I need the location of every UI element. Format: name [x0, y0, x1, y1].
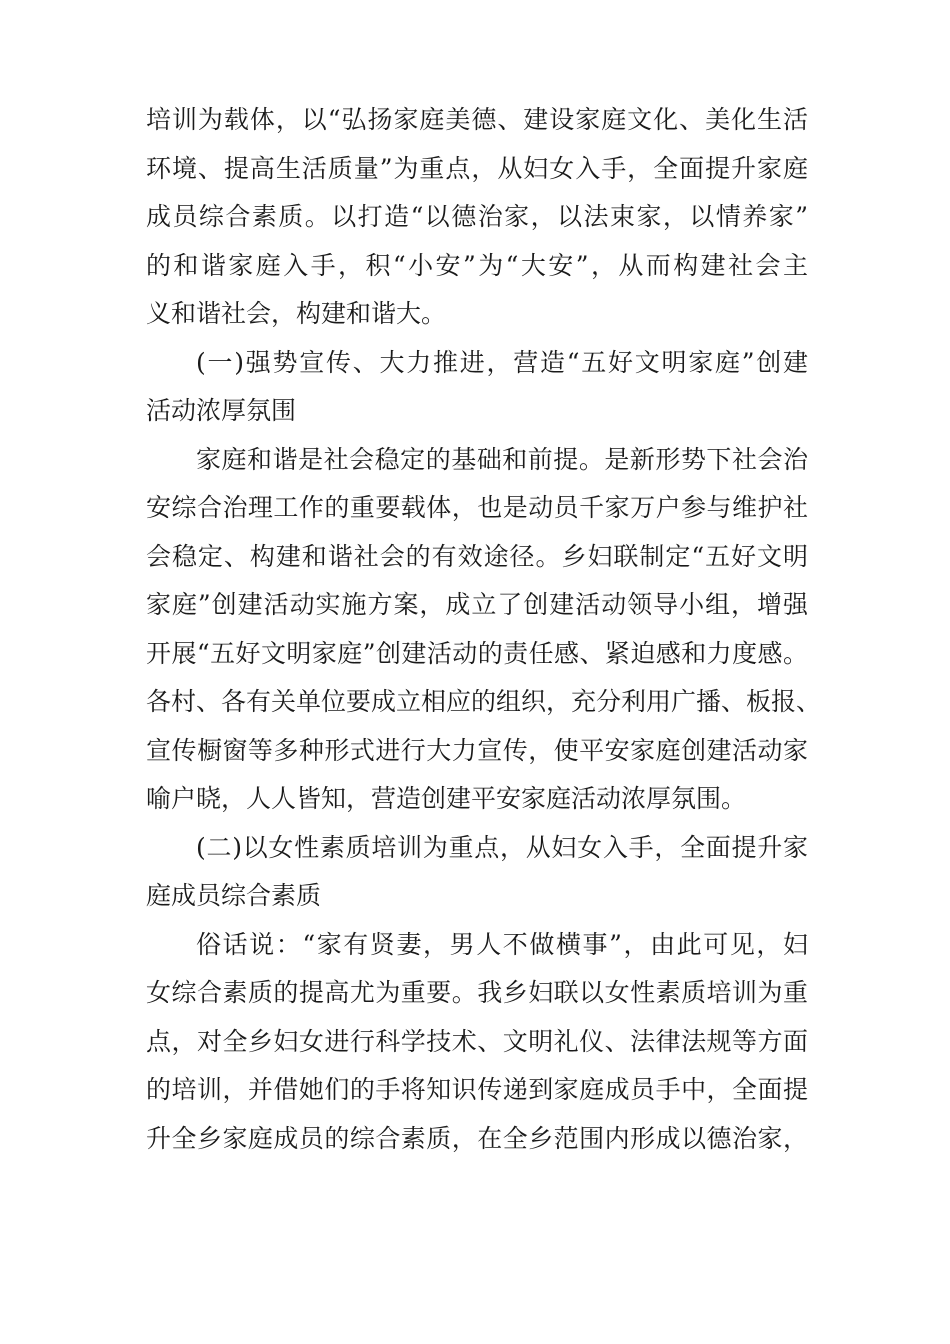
text-line: 家庭和谐是社会稳定的基础和前提。是新形势下社会治: [196, 444, 808, 474]
text-line: (一)强势宣传、大力推进，营造“五好文明家庭”创建: [196, 347, 808, 377]
text-line: 点，对全乡妇女进行科学技术、文明礼仪、法律法规等方面: [146, 1026, 808, 1056]
text-line: 宣传橱窗等多种形式进行大力宣传，使平安家庭创建活动家: [146, 735, 808, 765]
text-line: 俗话说：“家有贤妻，男人不做横事”，由此可见，妇: [196, 929, 808, 959]
text-line: 喻户晓，人人皆知，营造创建平安家庭活动浓厚氛围。: [146, 784, 747, 813]
text-line: 活动浓厚氛围: [146, 396, 297, 425]
text-line: 的和谐家庭入手，积“小安”为“大安”，从而构建社会主: [146, 250, 808, 280]
text-line: 环境、提高生活质量”为重点，从妇女入手，全面提升家庭: [146, 153, 808, 183]
text-line: 升全乡家庭成员的综合素质，在全乡范围内形成以德治家，: [146, 1123, 808, 1153]
text-line: 安综合治理工作的重要载体，也是动员千家万户参与维护社: [146, 493, 808, 522]
text-line: 成员综合素质。以打造“以德治家，以法束家，以情养家”: [146, 202, 808, 231]
text-line: 培训为载体，以“弘扬家庭美德、建设家庭文化、美化生活: [146, 105, 808, 134]
text-line: 女综合素质的提高尤为重要。我乡妇联以女性素质培训为重: [146, 978, 808, 1007]
text-line: 各村、各有关单位要成立相应的组织，充分利用广播、板报、: [146, 687, 822, 716]
document-body: [146, 96, 822, 1163]
text-line: 义和谐社会，构建和谐大。: [146, 299, 447, 328]
text-line: 庭成员综合素质: [146, 881, 322, 910]
text-line: 会稳定、构建和谐社会的有效途径。乡妇联制定“五好文明: [146, 541, 808, 571]
text-line: 的培训，并借她们的手将知识传递到家庭成员手中，全面提: [146, 1075, 808, 1104]
text-line: 开展“五好文明家庭”创建活动的责任感、紧迫感和力度感。: [146, 638, 808, 668]
text-line: (二)以女性素质培训为重点，从妇女入手，全面提升家: [196, 832, 808, 862]
text-line: 家庭”创建活动实施方案，成立了创建活动领导小组，增强: [146, 590, 808, 619]
